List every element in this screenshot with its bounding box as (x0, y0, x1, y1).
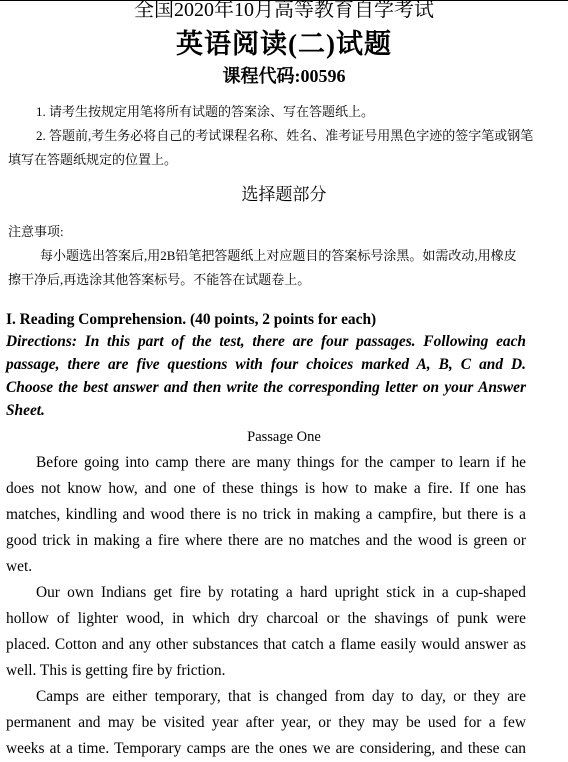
passage-title: Passage One (247, 429, 321, 445)
instruction-2-line-1: 2. 答题前,考生务必将自己的考试课程名称、姓名、准考证号用黑色字迹的签字笔或钢笔 (36, 128, 534, 143)
paragraph-line: good trick in making a fire where there are no matches and the wood is green or (6, 532, 526, 549)
paragraph-line: permanent and may be visited year after year, or they may be used for a few (6, 714, 526, 731)
paragraph-line: placed. Cotton and any other substances that catch a flame easily would answer as (6, 636, 526, 653)
paragraph-line: hollow of lighter wood, in which dry charcoal or the shavings of punk were (6, 610, 526, 627)
notice-label: 注意事项: (8, 224, 64, 239)
notice-line-1: 每小题选出答案后,用2B铅笔把答题纸上对应题目的答案标号涂黑。如需改动,用橡皮 (40, 248, 517, 263)
paragraph-line: Our own Indians get fire by rotating a hard upright stick in a cup-shaped (36, 584, 526, 601)
exam-line: 全国2020年10月高等教育自学考试 (134, 0, 434, 21)
paragraph-line: Camps are either temporary, that is changed from day to day, or they are (36, 688, 526, 705)
paragraph-line: Before going into camp there are many things for the camper to learn if he (36, 454, 526, 471)
instruction-1: 1. 请考生按规定用笔将所有试题的答案涂、写在答题纸上。 (36, 104, 375, 119)
notice-line-2: 擦干净后,再选涂其他答案标号。不能答在试题卷上。 (8, 272, 311, 287)
paragraph-line: weeks at a time. Temporary camps are the ones we are considering, and these can (6, 740, 526, 757)
directions-line-2: passage, there are five questions with four choices marked A, B, C and D. (6, 356, 526, 373)
paragraph-line: matches, kindling and wood there is no trick in making a campfire, but there is a (6, 506, 526, 523)
course-code: 课程代码:00596 (222, 66, 346, 86)
directions-line-1: Directions: In this part of the test, there are four passages. Following each (6, 333, 526, 350)
section-title: 选择题部分 (241, 185, 327, 204)
directions-line-3: Choose the best answer and then write the corresponding letter on your Answer (6, 379, 526, 396)
paragraph-line: does not know how, and one of these things is how to make a fire. If one has (6, 480, 526, 497)
part-heading: I. Reading Comprehension. (40 points, 2 points for each) (6, 311, 377, 328)
page-title: 英语阅读(二)试题 (176, 29, 392, 59)
directions-line-4: Sheet. (6, 402, 45, 419)
paragraph-line: wet. (6, 558, 33, 575)
paragraph-line: well. This is getting fire by friction. (6, 662, 226, 679)
instruction-2-line-2: 填写在答题纸规定的位置上。 (8, 152, 178, 167)
